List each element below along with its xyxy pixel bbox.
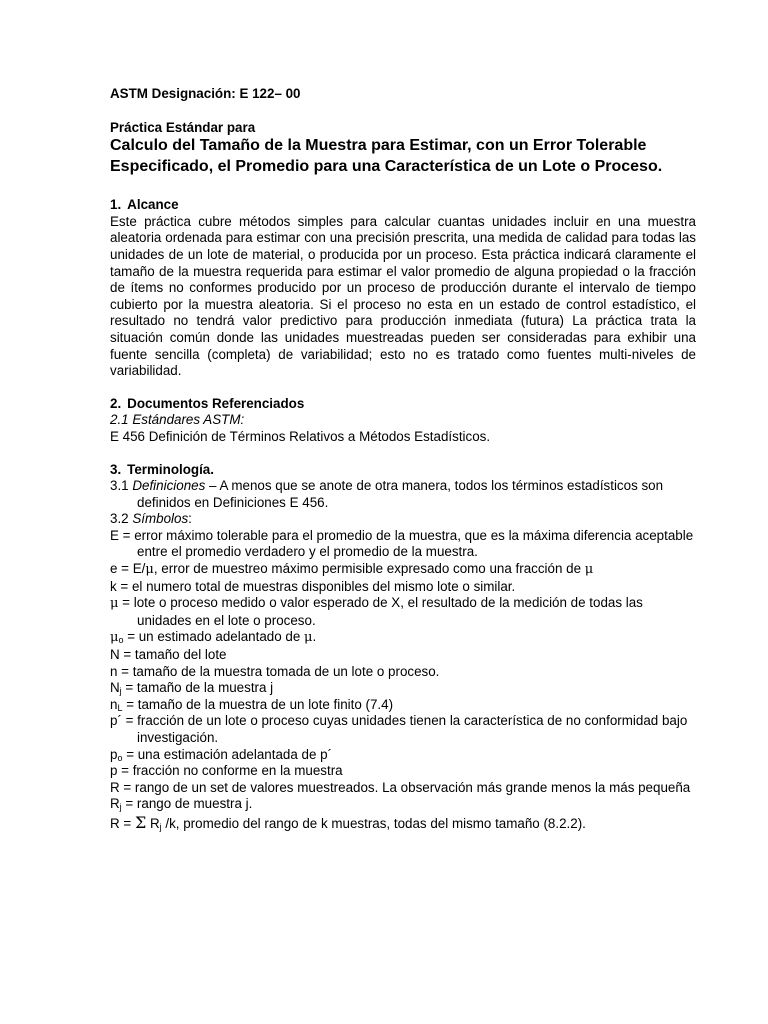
mu-symbol: μ [145,562,154,578]
symbol-po [110,747,696,764]
document-page [110,86,696,833]
item-text: = una estimación adelantada de p´ [122,746,333,762]
mu-symbol: μ [110,630,119,646]
item-text: = lote o proceso medido o valor esperado de X, el resultado de la medición de todas las unidades en el lote o proceso. [118,595,643,628]
item-number: 3.1 [110,478,133,494]
item-text: = tamaño de la muestra j [121,680,274,696]
item-label: Símbolos [132,511,189,527]
reference-item: E 456 Definición de Términos Relativos a Métodos Estadísticos. [110,428,491,444]
scope-paragraph: Este práctica cubre métodos simples para calcular cuantas unidades incluir en una muestra aleatoria ordenada para estimar con una precisión prescrita, una medida de calidad para todas las unidades de un lote de material, o producida por un proceso. Esta práctica indicará claramente el tamaño de la muestra requerida para estimar el valor promedio de alguna propiedad o la fracción de ítems no conformes producido por un proceso de producción durante el intervalo de tiempo cubierto por la muestra aleatoria. Si el proceso no esta en un estado de control estadístico, el resultado no tendrá valor predictivo para producción inmediata (futura) La práctica trata la situación común donde las unidades muestreadas pueden ser consideradas para exhibir una fuente sencilla (completa) de variabilidad; esto no es tratado como fuentes multi-niveles de variabilidad. [110,213,696,379]
section-number: 2. [110,395,122,411]
item-text: = un estimado adelantado de [123,629,305,645]
symbol-N: N = tamaño del lote [110,647,227,663]
definition-3-2 [110,511,696,528]
symbol-R-bar [110,812,696,833]
section-scope [110,197,696,380]
section-terminology [110,462,696,833]
subscript: o [117,752,123,763]
item-text: R = [110,815,135,831]
symbol-p-prime: p´ = fracción de un lote o proceso cuyas unidades tienen la característica de no conformidad bajo investigación. [110,713,688,745]
symbol-n: n = tamaño de la muestra tomada de un lote o proceso. [110,663,440,679]
symbol-mu [110,595,696,629]
item-text: R [110,796,120,812]
subsection-title: 2.1 Estándares ASTM: [110,412,245,428]
section-number: 1. [110,197,122,213]
item-text: . [312,629,317,645]
item-text: e = E/ [110,561,146,577]
symbol-k: k = el numero total de muestras disponibles del mismo lote o similar. [110,578,516,594]
section-heading [110,396,696,413]
section-references [110,396,696,446]
document-title: Calculo del Tamaño de la Muestra para Estimar, con un Error Tolerable Especificado, el Promedio para una Característica de un Lote o Proceso. [110,137,663,175]
section-title: Documentos Referenciados [127,395,305,411]
symbol-E: E = error máximo tolerable para el promedio de la muestra, que es la máxima diferencia aceptable entre el promedio verdadero y el promedio de la muestra. [110,527,694,560]
symbol-p: p = fracción no conforme en la muestra [110,763,343,779]
item-text: p [110,746,118,762]
symbol-R: R = rango de un set de valores muestreados. La observación más grande menos la más pequeña [110,779,691,795]
item-text: : [188,511,192,527]
section-heading [110,462,696,479]
subscript: j [119,686,122,697]
item-text: = tamaño de la muestra de un lote finito (7.4) [122,696,394,712]
item-text: – A menos que se anote de otra manera, todos los términos estadísticos son definidos en Definiciones E 456. [137,478,664,510]
symbol-nL [110,697,696,714]
mu-symbol: μ [304,630,313,646]
subtitle: Práctica Estándar para [110,119,256,135]
subscript: o [118,635,124,646]
section-title: Terminología. [127,461,214,477]
section-number: 3. [110,461,122,477]
symbol-Nj [110,680,696,697]
section-heading [110,197,696,214]
item-text: N [110,680,120,696]
section-title: Alcance [127,197,179,213]
subscript: L [117,702,123,713]
item-number: 3.2 [110,511,133,527]
definition-3-1 [110,478,696,511]
item-text: , error de muestreo máximo permisible expresado como una fracción de [153,561,585,577]
symbol-e [110,561,696,579]
mu-symbol: μ [110,596,119,612]
sigma-symbol: Σ [134,812,147,832]
subscript: j [159,821,162,832]
symbol-mu0 [110,629,696,647]
item-text: n [110,696,118,712]
item-text: R [146,815,160,831]
symbol-Rj [110,796,696,813]
item-text: /k, promedio del rango de k muestras, todas del mismo tamaño (8.2.2). [161,815,586,831]
item-text: = rango de muestra j. [121,796,253,812]
mu-symbol: μ [584,562,594,578]
subscript: j [119,802,122,813]
item-label: Definiciones [132,478,206,494]
designation: ASTM Designación: E 122– 00 [110,86,301,101]
